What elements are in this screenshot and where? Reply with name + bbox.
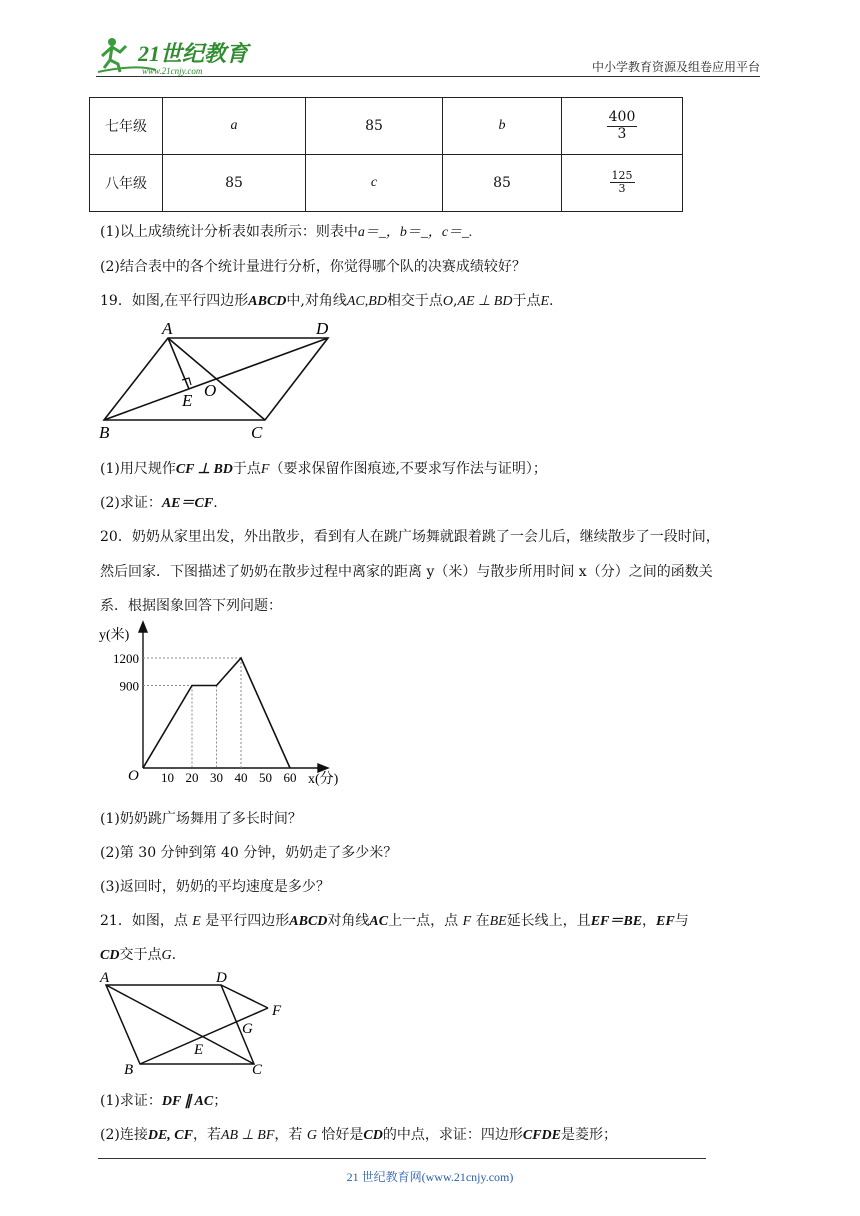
x-tick-label: 30 [210, 770, 223, 785]
q19-ae-perp: AE ⊥ BD [457, 294, 513, 309]
fraction-denominator: 3 [618, 182, 626, 196]
q19-p1-text: (1)用尺规作 [100, 461, 176, 477]
distance-time-graph [96, 618, 346, 790]
q21-line-2 [100, 944, 176, 964]
q21-abcd: ABCD [289, 914, 328, 929]
parallelogram-figure [96, 318, 346, 444]
logo-url-text: www.21cnjy.com [142, 66, 203, 76]
fraction-numerator: 400 [608, 109, 636, 126]
q21-ef: EF [656, 914, 675, 929]
label-a: A [100, 970, 110, 986]
x-tick-label: 10 [161, 770, 174, 785]
q21-g: G [161, 948, 172, 963]
table-row [90, 155, 683, 212]
q20-line-1: 20．奶奶从家里出发，外出散步，看到有人在跳广场舞就跟着跳了一会儿后，继续散步了一段时间， [100, 529, 720, 545]
x-axis-label: x(分) [308, 772, 339, 787]
q21-p2-text-4: 恰好是 [321, 1127, 364, 1143]
q18-a-blank: a＝_， [357, 225, 400, 240]
x-tick-label: 20 [185, 770, 199, 785]
label-b: B [124, 1062, 134, 1078]
q21-p2-g: G [306, 1128, 317, 1143]
q19-p2-text: (2)求证： [100, 495, 162, 511]
q21-cd: CD [100, 948, 120, 963]
variance-fraction [607, 110, 638, 142]
q18-c-blank: c＝_. [441, 225, 473, 240]
label-d: D [316, 319, 329, 338]
q19-text-1: 19．如图,在平行四边形 [100, 293, 249, 309]
score-table [89, 97, 683, 212]
q19-period: . [549, 293, 554, 309]
q19-stem [100, 290, 553, 310]
q21-be: BE [489, 914, 507, 929]
parallelogram-ef-figure [96, 968, 296, 1080]
mean-cell: 85 [163, 155, 306, 212]
mode-cell: 85 [443, 155, 562, 212]
x-tick-label: 50 [259, 770, 272, 785]
q20-line-3: 系．根据图象回答下列问题： [100, 598, 282, 614]
q21-p2-text-3: ，若 [274, 1127, 303, 1143]
q19-part2 [100, 492, 218, 512]
median-cell: 85 [306, 98, 443, 155]
q21-p1-text: (1)求证： [100, 1093, 162, 1109]
label-f: F [272, 1003, 282, 1019]
q19-text-4: 于点 [512, 293, 541, 309]
header-divider [96, 76, 760, 77]
origin-label: O [128, 768, 139, 784]
q21-cfde: CFDE [522, 1128, 561, 1143]
mean-cell: a [163, 98, 306, 155]
x-tick-label: 60 [283, 770, 297, 785]
q21-line-1 [100, 910, 689, 930]
q19-cf-perp: CF ⊥ BD [175, 462, 233, 477]
q21-text-3: 对角线 [327, 913, 370, 929]
y-tick-label: 900 [119, 678, 139, 694]
q20-part2: (2)第 30 分钟到第 40 分钟，奶奶走了多少米？ [100, 845, 398, 861]
y-axis-arrow [139, 622, 147, 632]
label-e: E [194, 1042, 204, 1058]
y-axis-label: y(米) [99, 628, 130, 643]
q19-comma: , [453, 293, 458, 309]
q21-text-6: 延长线上，且 [506, 913, 591, 929]
q19-p1-text-3: （要求保留作图痕迹,不要求写作法与证明）； [269, 461, 547, 477]
table-row [90, 98, 683, 155]
q19-o: O [442, 294, 454, 309]
row-label: 七年级 [90, 98, 163, 155]
q19-f: F [260, 462, 270, 477]
q21-p2-text-5: 的中点，求证：四边形 [382, 1127, 523, 1143]
q21-text-2: 是平行四边形 [205, 913, 290, 929]
q19-part1 [100, 458, 547, 478]
label-a: A [162, 319, 173, 338]
q20-part1: (1)奶奶跳广场舞用了多长时间？ [100, 811, 302, 827]
mode-cell: b [443, 98, 562, 155]
fraction-numerator: 125 [611, 168, 633, 182]
q21-comma: ， [642, 913, 657, 929]
q20-graph [96, 618, 346, 794]
q21-p2-text-1: (2)连接 [100, 1127, 148, 1143]
q21-ef-be: EF＝BE [590, 914, 643, 929]
median-cell: c [306, 155, 443, 212]
q21-f: F [462, 914, 472, 929]
q21-e: E [192, 914, 201, 929]
fraction-denominator: 3 [617, 125, 627, 142]
q21-text-1: 21．如图，点 [100, 913, 188, 929]
label-c: C [251, 423, 263, 442]
footer-divider [98, 1158, 706, 1159]
variance-cell [562, 155, 683, 212]
header-platform-text: 中小学教育资源及组卷应用平台 [591, 60, 760, 74]
q21-part2 [100, 1124, 617, 1144]
logo-text: 21世纪教育 [138, 41, 249, 66]
label-c: C [252, 1062, 263, 1078]
q21-part1 [100, 1090, 227, 1110]
q21-figure [96, 968, 296, 1084]
q21-text-5: 在 [475, 913, 490, 929]
q18-part1 [100, 221, 473, 241]
variance-fraction [610, 170, 635, 195]
footer-text: 21 世纪教育网(www.21cnjy.com) [346, 1170, 514, 1184]
x-axis-arrow [318, 764, 328, 772]
variance-cell [562, 98, 683, 155]
q21-p1-end: ； [213, 1093, 228, 1109]
q18-part1-text: (1)以上成绩统计分析表如表所示：则表中 [100, 224, 358, 240]
q19-e: E [540, 294, 550, 309]
site-logo [96, 34, 286, 78]
label-g: G [242, 1021, 253, 1037]
q19-acbd: AC,BD [346, 294, 387, 309]
x-tick-label: 40 [234, 770, 248, 785]
q18-part2: (2)结合表中的各个统计量进行分析，你觉得哪个队的决赛成绩较好？ [100, 259, 526, 275]
q20-line-2: 然后回家．下图描述了奶奶在散步过程中离家的距离 y（米）与散步所用时间 x（分）之间的函数关 [100, 564, 713, 580]
q21-p2-end: 是菱形； [560, 1127, 617, 1143]
q20-part3: (3)返回时，奶奶的平均速度是多少？ [100, 879, 330, 895]
q19-text-2: 中,对角线 [286, 293, 347, 309]
q21-df-ac: DF ∥ AC [161, 1094, 214, 1109]
q19-text-3: 相交于点 [386, 293, 443, 309]
label-o: O [204, 381, 217, 400]
q19-ae-cf: AE＝CF [161, 496, 214, 511]
q19-p2-end: . [213, 495, 218, 511]
q21-p2-cd: CD [363, 1128, 383, 1143]
q21-text-4: 上一点，点 [388, 913, 459, 929]
label-e: E [182, 391, 193, 410]
q21-text-8: 交于点 [119, 947, 162, 963]
row-label: 八年级 [90, 155, 163, 212]
y-tick-label: 1200 [113, 651, 139, 666]
runner-logo-icon [96, 34, 286, 78]
q21-p2-text-2: ，若 [192, 1127, 221, 1143]
q21-ab-perp-bf: AB ⊥ BF [220, 1128, 275, 1143]
q19-abcd: ABCD [248, 294, 287, 309]
q21-text-9: . [171, 947, 177, 963]
label-d: D [216, 970, 227, 986]
q21-text-7: 与 [674, 913, 689, 929]
label-b: B [99, 423, 110, 442]
q21-ac: AC [369, 914, 389, 929]
q19-p1-text-2: 于点 [232, 461, 261, 477]
q18-b-blank: b＝_， [399, 225, 442, 240]
q21-de-cf: DE, CF [147, 1128, 193, 1143]
q19-figure [96, 318, 346, 448]
